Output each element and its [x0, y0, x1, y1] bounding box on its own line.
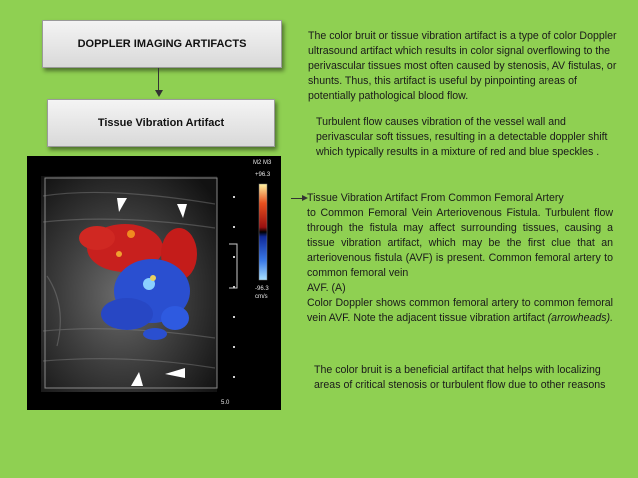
intro-paragraph: The color bruit or tissue vibration artifact is a type of color Doppler ultrasound artifact which results in color signal overflowing to the perivascular tissues most often caused by stenosis, AV fistulas, or shunts. Thus, this artifact is useful by pinpointing areas of potentially pathological blood flow. [308, 30, 617, 102]
case-title: Tissue Vibration Artifact From Common Femoral Artery [307, 192, 564, 204]
turbulent-flow-paragraph: Turbulent flow causes vibration of the vessel wall and perivascular soft tissues, resulting in a detectable doppler shift which typically results in a mixture of red and blue speckles . [316, 116, 608, 158]
velocity-scale-bar [259, 184, 267, 280]
conclusion-paragraph: The color bruit is a beneficial artifact that helps with localizing areas of critical stenosis or turbulent flow due to other reasons [314, 364, 606, 391]
scale-max: +96.3 [255, 172, 271, 178]
tissue-vibration-title: Tissue Vibration Artifact [97, 117, 225, 129]
case-description [307, 191, 613, 326]
connector-arrow-line [158, 68, 159, 92]
doppler-artifacts-title-box [42, 20, 282, 68]
case-caption-text: Color Doppler shows common femoral artery to common femoral vein AVF. Note the adjacent tissue vibration artifact [307, 297, 613, 324]
tissue-vibration-box [47, 99, 275, 147]
case-body: to Common Femoral Vein Arteriovenous Fistula. Turbulent flow through the fistula may affect surrounding tissues, causing a tissue vibration artifact, which may be the first clue that an arteriovenous fistula (AVF) is present. Common femoral artery to common femoral vein [307, 207, 613, 279]
doppler-artifacts-title: DOPPLER IMAGING ARTIFACTS [77, 38, 247, 50]
case-label: AVF. (A) [307, 282, 346, 294]
case-caption [307, 296, 613, 326]
doppler-ultrasound-image [27, 156, 281, 410]
case-note: (arrowheads). [547, 312, 614, 324]
scale-unit: cm/s [255, 294, 268, 300]
scale-min: -96.3 [255, 286, 269, 292]
mode-label: M2 M3 [253, 160, 272, 166]
down-arrow-icon [155, 90, 163, 97]
pointer-arrow-icon [291, 198, 306, 199]
depth-label: 5.0 [221, 400, 230, 406]
